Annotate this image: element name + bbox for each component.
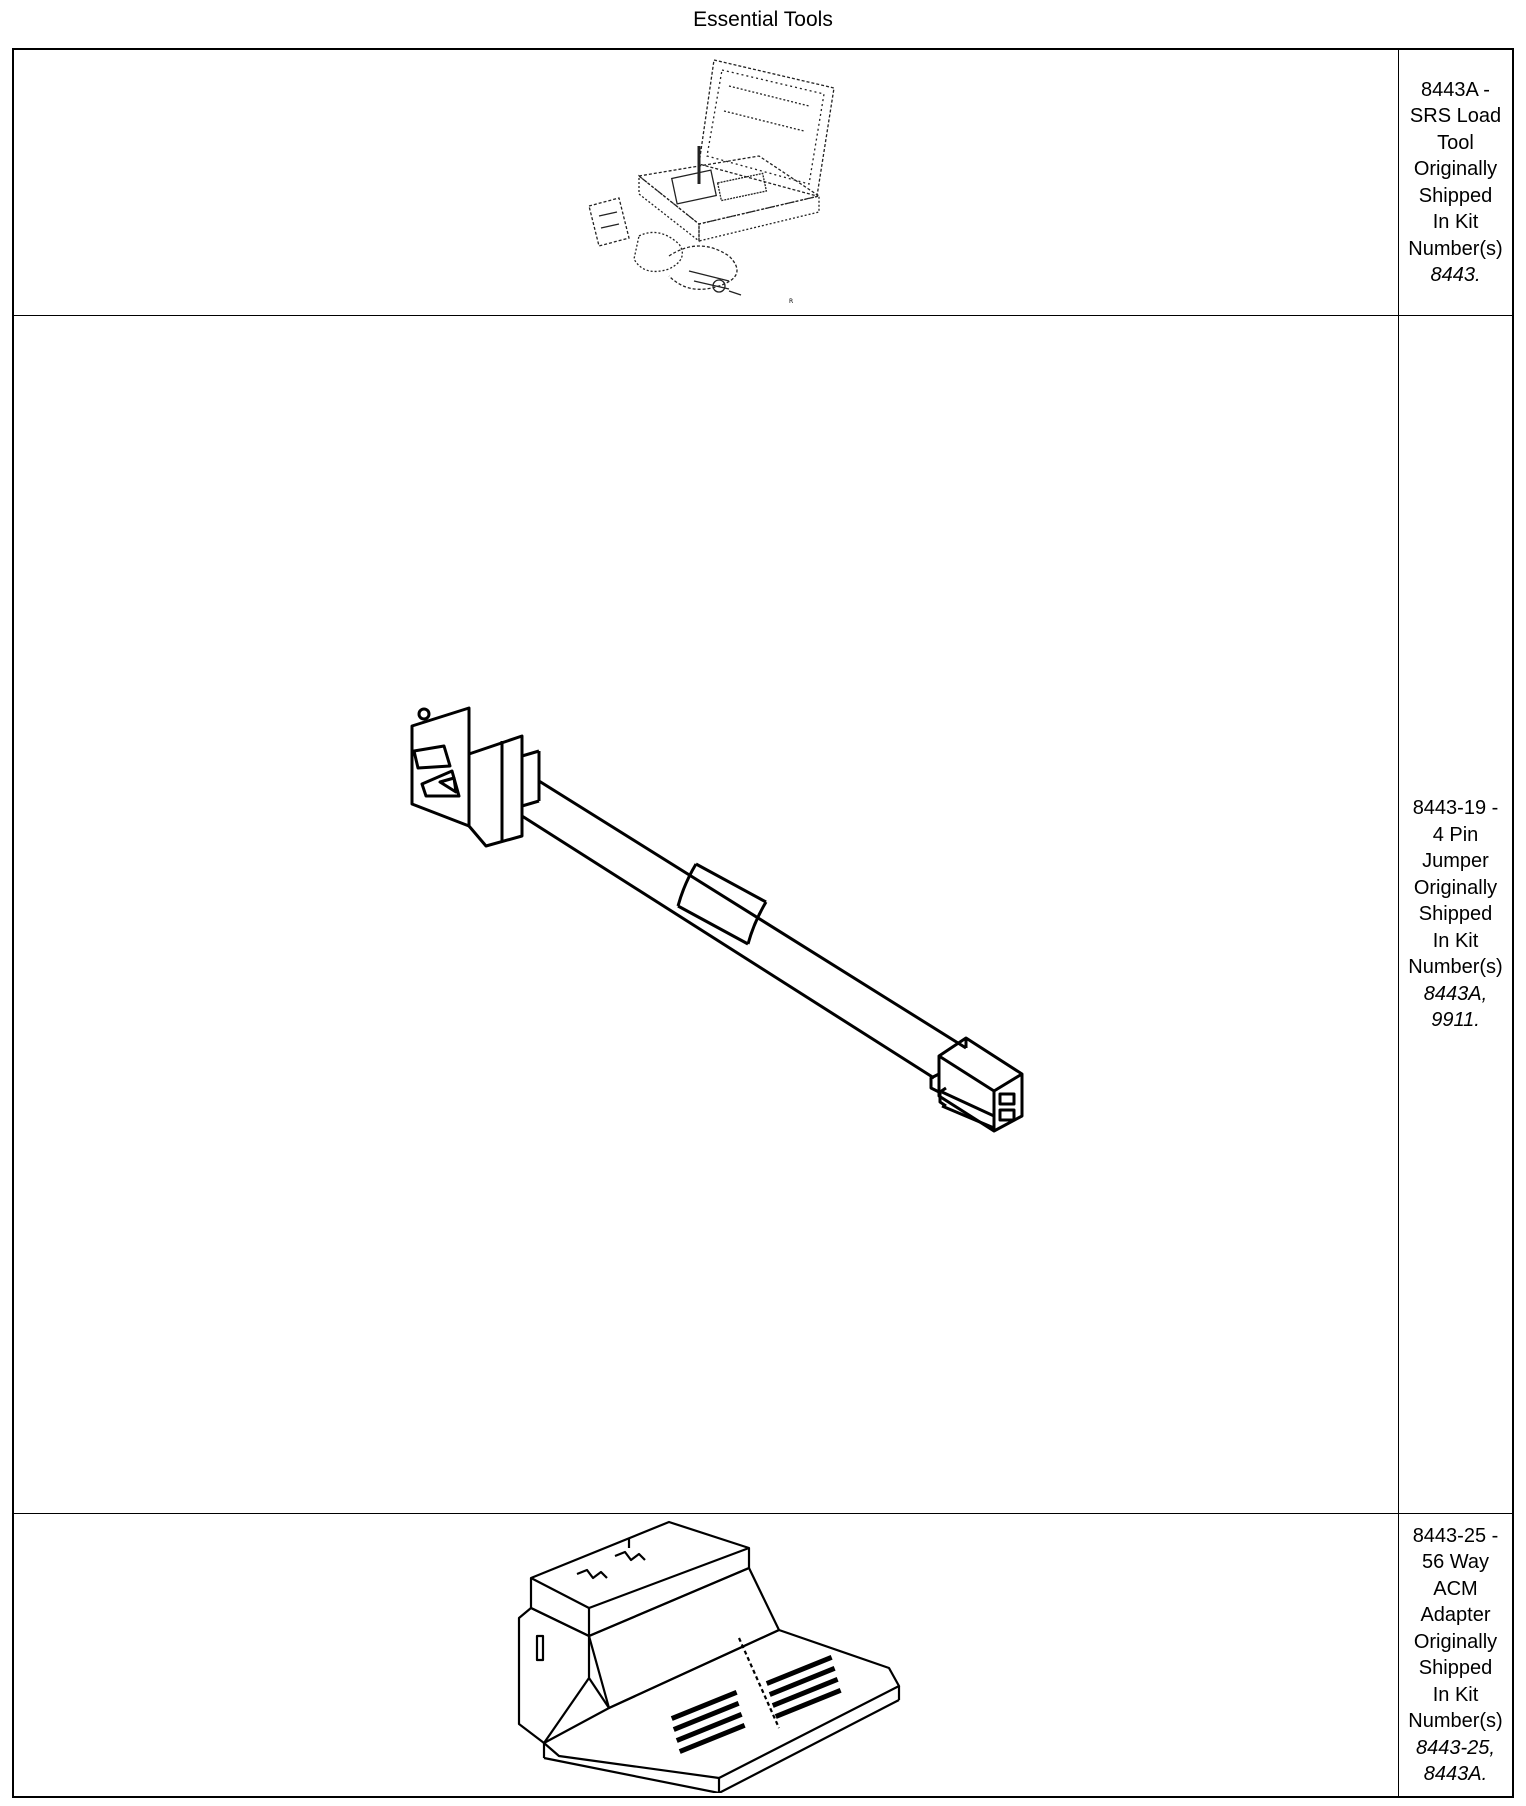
kit-number: 8443A.: [1423, 1763, 1488, 1785]
desc-line: Number(s): [1408, 956, 1503, 979]
desc-line: ACM: [1433, 1577, 1478, 1600]
desc-line: Originally: [1413, 1630, 1498, 1653]
desc-line: Jumper: [1422, 850, 1489, 873]
desc-line: Tool: [1437, 131, 1474, 154]
desc-line: In Kit: [1432, 211, 1479, 233]
essential-tools-table: [12, 48, 1514, 1798]
desc-line: 8443-25 -: [1412, 1524, 1499, 1547]
kit-number: 8443-25,: [1416, 1736, 1495, 1759]
kit-number: 8443.: [1430, 264, 1481, 286]
tool-image-cell: [14, 1514, 1399, 1796]
desc-line: Shipped: [1418, 184, 1493, 207]
tool-description: [1399, 795, 1512, 1034]
tool-description-cell: [1399, 1514, 1512, 1796]
desc-line: 4 Pin: [1432, 823, 1479, 846]
svg-text:R: R: [789, 298, 794, 305]
page-title: Essential Tools: [693, 8, 833, 31]
tool-description-cell: [1399, 50, 1512, 315]
tool-description: [1399, 1523, 1512, 1788]
tool-description: [1399, 77, 1512, 289]
kit-number: 8443A,: [1423, 982, 1488, 1005]
desc-line: Shipped: [1418, 1657, 1493, 1679]
desc-line: SRS Load: [1409, 105, 1502, 127]
tool-description-cell: [1399, 316, 1512, 1513]
desc-line: Number(s): [1408, 1710, 1503, 1732]
desc-line: Adapter: [1420, 1604, 1491, 1626]
desc-line: 8443A -: [1421, 78, 1490, 101]
table-row: [14, 1514, 1512, 1796]
table-row: [14, 316, 1512, 1514]
desc-line: 56 Way: [1421, 1551, 1490, 1573]
desc-line: Shipped: [1418, 903, 1493, 926]
56-way-acm-adapter-icon: [509, 1518, 919, 1793]
desc-line: Number(s): [1408, 237, 1503, 260]
desc-line: 8443-19 -: [1412, 797, 1499, 820]
tool-image-cell: [14, 316, 1399, 1513]
4-pin-jumper-icon: [394, 696, 1054, 1146]
desc-line: In Kit: [1432, 1683, 1479, 1706]
desc-line: Originally: [1413, 876, 1498, 899]
desc-line: In Kit: [1432, 929, 1479, 952]
desc-line: Originally: [1413, 158, 1498, 180]
tool-image-cell: [14, 50, 1399, 315]
kit-number: 9911.: [1431, 1009, 1480, 1032]
table-row: [14, 50, 1512, 316]
srs-load-tool-kit-icon: [579, 56, 869, 306]
